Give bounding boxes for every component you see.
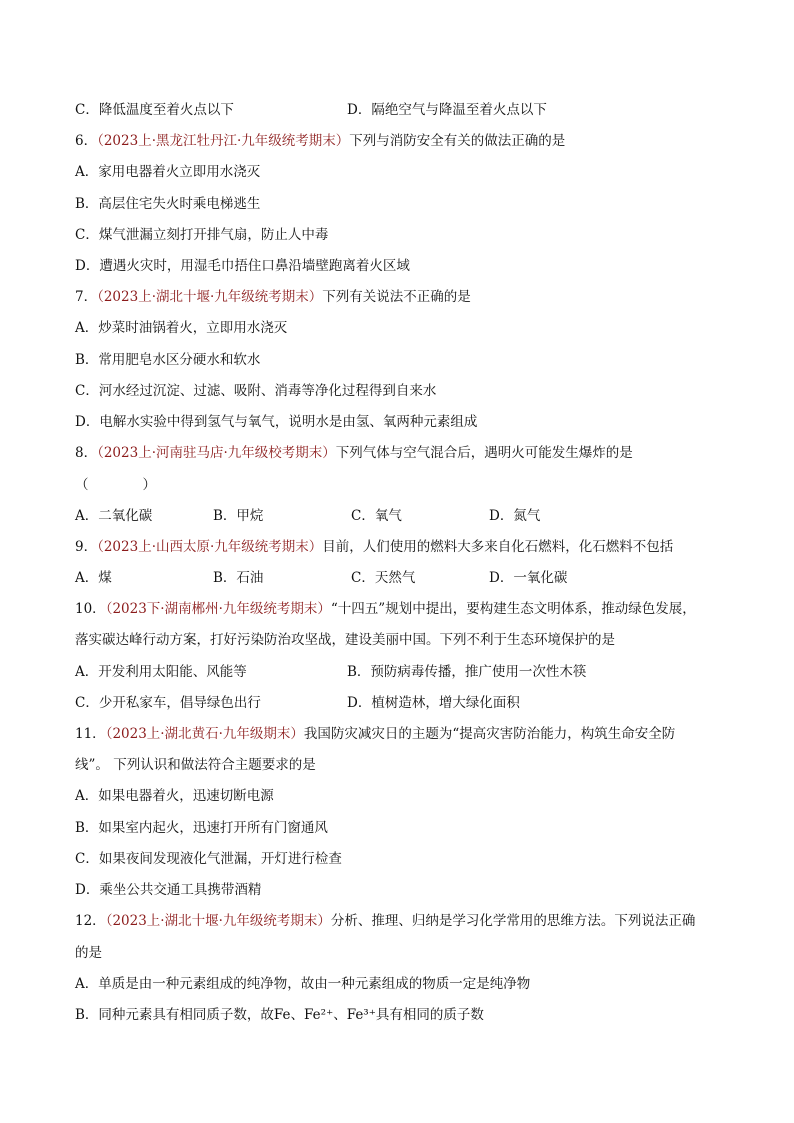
q7-option-a: A．炒菜时油锅着火，立即用水浇灭	[75, 320, 288, 336]
q5-option-d: D．隔绝空气与降温至着火点以下	[347, 102, 547, 118]
q11-stem-cont: 线”。 下列认识和做法符合主题要求的是	[75, 757, 316, 773]
q9-options	[75, 568, 627, 588]
q9-option-c: C．天然气	[351, 570, 416, 586]
q7-stem: 7．（2023上·湖北十堰·九年级统考期末）下列有关说法不正确的是	[75, 289, 471, 305]
q7-source: 2023上·湖北十堰·九年级统考期末	[103, 289, 309, 305]
q5-option-c: C．降低温度至着火点以下	[75, 102, 234, 118]
q7-option-b: B．常用肥皂水区分硬水和软水	[75, 352, 261, 368]
q8-answer-blank: （ ）	[75, 477, 156, 493]
q10-options-ab	[75, 662, 587, 682]
q6-option-b: B．高层住宅失火时乘电梯逃生	[75, 196, 261, 212]
q10-option-c: C．少开私家车，倡导绿色出行	[75, 695, 261, 711]
q10-option-b: B．预防病毒传播，推广使用一次性木筷	[347, 664, 587, 680]
q12-stem: 12．（2023上·湖北十堰·九年级统考期末）分析、推理、归纳是学习化学常用的思维方法。下列说法正确	[75, 913, 696, 929]
q8-stem: 8．（2023上·河南驻马店·九年级校考期末）下列气体与空气混合后，遇明火可能发生爆炸的是	[75, 445, 633, 461]
q8-source: 2023上·河南驻马店·九年级校考期末	[103, 445, 323, 461]
q11-option-a: A．如果电器着火，迅速切断电源	[75, 788, 274, 804]
q10-stem: 10．（2023下·湖南郴州·九年级统考期末）“十四五”规划中提出，要构建生态文明体系，推动绿色发展，	[75, 601, 696, 617]
q12-option-b: B．同种元素具有相同质子数，故Fe、Fe²⁺、Fe³⁺具有相同的质子数	[75, 1007, 484, 1023]
q9-option-a: A．煤	[75, 570, 112, 586]
q6-option-d: D．遭遇火灾时，用湿毛巾捂住口鼻沿墙壁跑离着火区域	[75, 258, 410, 274]
q10-option-a: A．开发利用太阳能、风能等	[75, 664, 247, 680]
q8-option-c: C．氧气	[351, 508, 402, 524]
q9-option-d: D．一氧化碳	[489, 570, 568, 586]
q6-stem: 6．（2023上·黑龙江牡丹江·九年级统考期末）下列与消防安全有关的做法正确的是	[75, 133, 566, 149]
q9-source: 2023上·山西太原·九年级统考期末	[103, 539, 309, 555]
q8-options	[75, 506, 627, 526]
q9-stem: 9．（2023上·山西太原·九年级统考期末）目前，人们使用的燃料大多来自化石燃料，化石燃料不包括	[75, 539, 674, 555]
q8-option-b: B．甲烷	[213, 508, 264, 524]
q9-option-b: B．石油	[213, 570, 264, 586]
q12-option-a: A．单质是由一种元素组成的纯净物，故由一种元素组成的物质一定是纯净物	[75, 976, 531, 992]
q7-option-d: D．电解水实验中得到氢气与氧气，说明水是由氢、氧两种元素组成	[75, 414, 478, 430]
q10-stem-cont: 落实碳达峰行动方案，打好污染防治攻坚战，建设美丽中国。下列不利于生态环境保护的是	[75, 632, 615, 648]
q10-option-d: D．植树造林，增大绿化面积	[347, 695, 520, 711]
q10-source: 2023下·湖南郴州·九年级统考期末	[112, 601, 318, 617]
q11-option-d: D．乘坐公共交通工具携带酒精	[75, 882, 262, 898]
q8-option-a: A．二氧化碳	[75, 508, 153, 524]
q6-option-c: C．煤气泄漏立刻打开排气扇，防止人中毒	[75, 227, 329, 243]
q12-stem-cont: 的是	[75, 945, 102, 961]
q11-option-b: B．如果室内起火，迅速打开所有门窗通风	[75, 820, 328, 836]
q11-stem: 11．（2023上·湖北黄石·九年级期末）我国防灾减灾日的主题为“提高灾害防治能力，构筑生命安全防	[75, 726, 676, 742]
q5-options-cd	[75, 100, 547, 120]
q12-source: 2023上·湖北十堰·九年级统考期末	[112, 913, 318, 929]
q6-source: 2023上·黑龙江牡丹江·九年级统考期末	[103, 133, 336, 149]
q10-options-cd	[75, 693, 520, 713]
q8-option-d: D．氮气	[489, 508, 541, 524]
q6-option-a: A．家用电器着火立即用水浇灭	[75, 164, 261, 180]
q11-option-c: C．如果夜间发现液化气泄漏，开灯进行检查	[75, 851, 342, 867]
q11-source: 2023上·湖北黄石·九年级期末	[112, 726, 291, 742]
q7-option-c: C．河水经过沉淀、过滤、吸附、消毒等净化过程得到自来水	[75, 383, 437, 399]
